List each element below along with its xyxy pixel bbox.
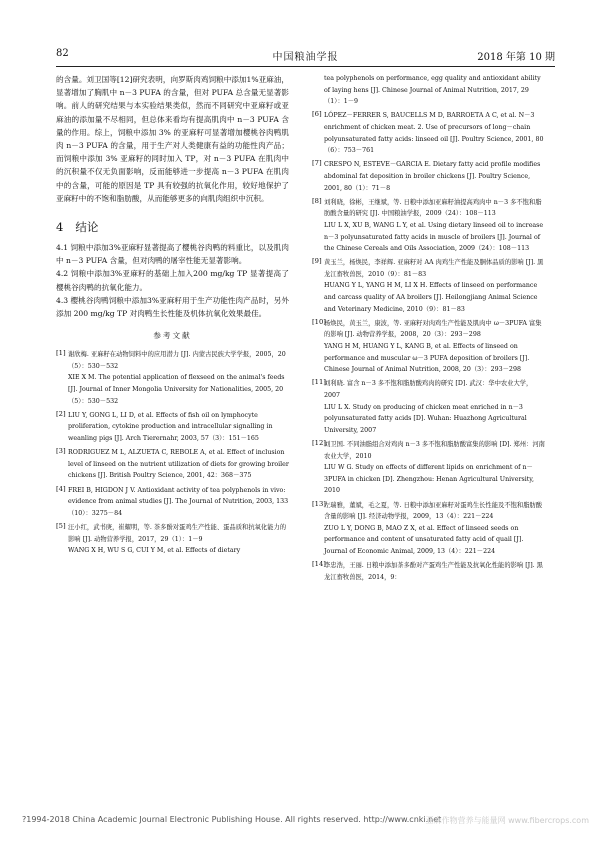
section-number: 4 <box>56 220 64 235</box>
reference-text: 黄玉兰，杨焕民，李祥辉. 亚麻籽对 AA 肉鸡生产性能及胴体品质的影响 [J]. 黑龙江畜牧兽医，2010（9）：81－83 <box>324 259 544 278</box>
watermark-text: 亚麻作物营养与能量网 www.fibercrops.com <box>425 816 589 825</box>
reference-item <box>56 410 289 445</box>
reference-text: WANG X H, WU S G, CUI Y M, et al. Effects of dietary <box>68 547 241 555</box>
references-list <box>312 73 545 583</box>
reference-text: 杨焕民，黄玉兰，康波，等. 亚麻籽对肉鸡生产性能及肌肉中 ω－3PUFA 富集的影响 [J]. 动物营养学报，2008，20（3）：293－298 <box>324 319 542 339</box>
page-footer <box>0 815 595 829</box>
reference-item <box>312 439 545 497</box>
reference-text: 刘利晓. 富含 n－3 多不饱和脂肪酸鸡肉的研究 [D]. 武汉：华中农业大学，2007 <box>324 380 533 399</box>
journal-name: 中国粮油学报 <box>272 52 339 63</box>
reference-text: XIE X M. The potential application of flexseed on the animal's feeds [J]. Journal of Inner Mongolia University for Nationalities, 2005, 20（5）：530－532 <box>68 374 285 405</box>
reference-item <box>312 500 545 558</box>
reference-text: ZUO L Y, DONG B, MAO Z X, et al. Effect of linseed seeds on performance and content of unsaturated fatty acid of quail [J]. Journal of Economic Animal, 2009, 13（4）：221－224 <box>324 524 524 555</box>
reference-number: [9] <box>312 257 322 266</box>
section-title: 结论 <box>75 220 99 235</box>
reference-text: FREI B, HIGDON J V. Antioxidant activity of tea polyphenols in vivo: evidence from animal studies [J]. The Journal of Nutrition, 2003, 133（10）：3275－84 <box>68 486 289 517</box>
conclusion-item: 4.2 饲粮中添加3%亚麻籽的基础上加入200 mg/kg TP 显著提高了樱桃谷肉鸭的抗氧化能力。 <box>56 269 289 292</box>
page-number: 82 <box>56 48 69 59</box>
references-list <box>56 349 289 556</box>
reference-item <box>56 349 289 407</box>
reference-text: 李忠浩，王丽. 日粮中添加茶多酚对产蛋鸡生产性能及抗氧化性能的影响 [J]. 黑龙江畜牧兽医，2014，9： <box>324 562 543 581</box>
conclusion-item: 4.1 饲粮中添加3%亚麻籽显著提高了樱桃谷肉鸭的料重比，以及肌肉中 n－3 PUFA 含量，但对肉鸭的屠宰性能无显著影响。 <box>56 243 289 266</box>
reference-text: LIU Y, GONG L, LI D, et al. Effects of fish oil on lymphocyte proliferation, cytokine production and intracellular signalling in weanling pigs [J]. Arch Tierernahr, 2003, 57（3）：151－165 <box>68 411 273 442</box>
reference-item <box>312 318 545 376</box>
reference-text: 左瑞雅，董斌，毛之夏，等. 日粮中添加亚麻籽对蛋鸡生长性能及不饱和脂肪酸含量的影响 [J]. 经济动物学报，2009，13（4）：221－224 <box>324 501 543 521</box>
reference-text: CRESPO N, ESTEVE－GARCIA E. Dietary fatty acid profile modifies abdominal fat deposition in broiler chickens [J]. Poultry Science, 2001, 80（1）：71－8 <box>324 161 541 192</box>
reference-item <box>312 110 545 156</box>
reference-number: [2] <box>56 409 66 418</box>
reference-item <box>312 378 545 436</box>
reference-item <box>312 73 545 108</box>
reference-text: tea polyphenols on performance, egg quality and antioxidant ability of laying hens [J]. Chinese Journal of Animal Nutrition, 2017, 29（1）：1－9 <box>324 75 541 106</box>
reference-text: 谢欣梅. 亚麻籽在动物饲料中的应用潜力 [J]. 内蒙古民族大学学报，2005，20（5）：530－532 <box>68 351 286 370</box>
references-title: 参考文献 <box>153 331 192 341</box>
reference-text: 刘卫国. 不同油脂组合对鸡肉 n－3 多不饱和脂肪酸富集的影响 [D]. 郑州：河南农业大学，2010 <box>324 440 545 460</box>
reference-number: [5] <box>56 521 66 530</box>
reference-text: 汪小红，武书庚，崔耀明，等. 茶多酚对蛋鸡生产性能、蛋品质和抗氧化能力的影响 [J]. 动物营养学报，2017，29（1）：1－9 <box>68 523 287 543</box>
reference-item <box>312 197 545 255</box>
reference-item <box>312 560 545 583</box>
page-header <box>56 48 555 64</box>
reference-number: [13] <box>312 499 326 508</box>
reference-number: [10] <box>312 317 326 326</box>
reference-text: LÓPEZ－FERRER S, BAUCELLS M D, BARROETA A C, et al. N－3 enrichment of chicken meat. 2. Use of precursors of long－chain polyunsaturated fatty acids: linseed oil [J]. Poultry Science, 2001, 80（6）：753－761 <box>324 112 544 155</box>
section-heading <box>56 219 289 235</box>
issue-label: 2018 年第 10 期 <box>477 52 555 63</box>
reference-text: RODRIGUEZ M L, ALZUETA C, REBOLE A, et al. Effect of inclusion level of linseed on the nutrient utilization of diets for growing broiler chickens [J]. British Poultry Science, 2001, 42：368－375 <box>68 449 289 480</box>
reference-number: [6] <box>312 110 322 119</box>
reference-number: [12] <box>312 438 326 447</box>
reference-number: [7] <box>312 159 322 168</box>
left-column <box>56 73 289 559</box>
reference-item <box>312 257 545 315</box>
reference-text: YANG H M, HUANG Y L, KANG B, et al. Effects of linseed on performance and muscular ω－3 PUFA deposition of broilers [J]. Chinese Journal of Animal Nutrition, 2008, 20（3）：293－298 <box>324 343 530 374</box>
reference-number: [8] <box>312 196 322 205</box>
reference-text: LIU L X. Study on producing of chicken meat enriched in n－3 polyunsaturated fatty acids [D]. Wuhan: Huazhong Agricultural University, 2007 <box>324 403 527 434</box>
reference-number: [1] <box>56 349 66 358</box>
conclusion-item: 4.3 樱桃谷肉鸭饲粮中添加3%亚麻籽用于生产功能性肉产品时，另外添加 200 mg/kg TP 对肉鸭生长性能及机体抗氧化效果最佳。 <box>56 295 289 319</box>
discussion-paragraph: 的含量。刘卫国等[12]研究表明，向罗斯肉鸡饲粮中添加1%亚麻油，显著增加了胸肌中 n－3 PUFA 的含量，但对 PUFA 总含量无显著影响。前人的研究结果与本实验结果类似，然而不同研究中亚麻籽或亚麻油的添加量不尽相同，但总体来看均有提高肌肉中 n－3 PUFA 含量的作用。综上，饲粮中添加 3% 的亚麻籽可显著增加樱桃谷肉鸭肌肉 n－3 PUFA 的含量，用于生产对人类健康有益的功能性肉产品；而饲粮中添加 3% 亚麻籽的同时加入 TP，对 n－3 PUFA 在肌肉中的沉积量不仅无负面影响，反而能够进一步提高 n－3 PUFA 在肌肉中的含量，可能的原因是 TP 具有较强的抗氧化作用，较好地保护了亚麻籽中的不饱和脂肪酸，从而能够更多的向肌肉组织中沉积。 <box>56 75 289 203</box>
reference-item <box>312 159 545 194</box>
reference-text: 刘利晓，徐彬，王继斌，等. 日粮中添加亚麻籽油提高鸡肉中 n－3 多不饱和脂肪酸含量的研究 [J]. 中国粮油学报，2009（24）：108－113 <box>324 198 542 218</box>
header-rule <box>56 66 555 67</box>
reference-item <box>56 447 289 482</box>
reference-number: [11] <box>312 378 326 387</box>
reference-number: [14] <box>312 560 326 569</box>
reference-text: HUANG Y L, YANG H M, LI X H. Effects of linseed on performance and carcass quality of AA broilers [J]. Heilongjiang Animal Science and Veterinary Medicine, 2010（9）：81－83 <box>324 282 538 313</box>
reference-item <box>56 522 289 557</box>
reference-text: LIU W G. Study on effects of different lipids on enrichment of n－3PUFA in chicken [D]. Zhengzhou: Henan Agricultural University, 2010 <box>324 464 534 495</box>
reference-item <box>56 485 289 520</box>
right-column <box>312 73 545 586</box>
reference-number: [3] <box>56 447 66 456</box>
copyright-notice: ?1994-2018 China Academic Journal Electronic Publishing House. All rights reserved. http://www.cnki.net <box>22 815 442 824</box>
reference-number: [4] <box>56 484 66 493</box>
reference-text: LIU L X, XU B, WANG L Y, et al. Using dietary linseed oil to increase n－3 polyunsaturated fatty acids in muscle of broilers [J]. Journal of the Chinese Cereals and Oils Association, 2009（24）：108－113 <box>324 221 544 253</box>
